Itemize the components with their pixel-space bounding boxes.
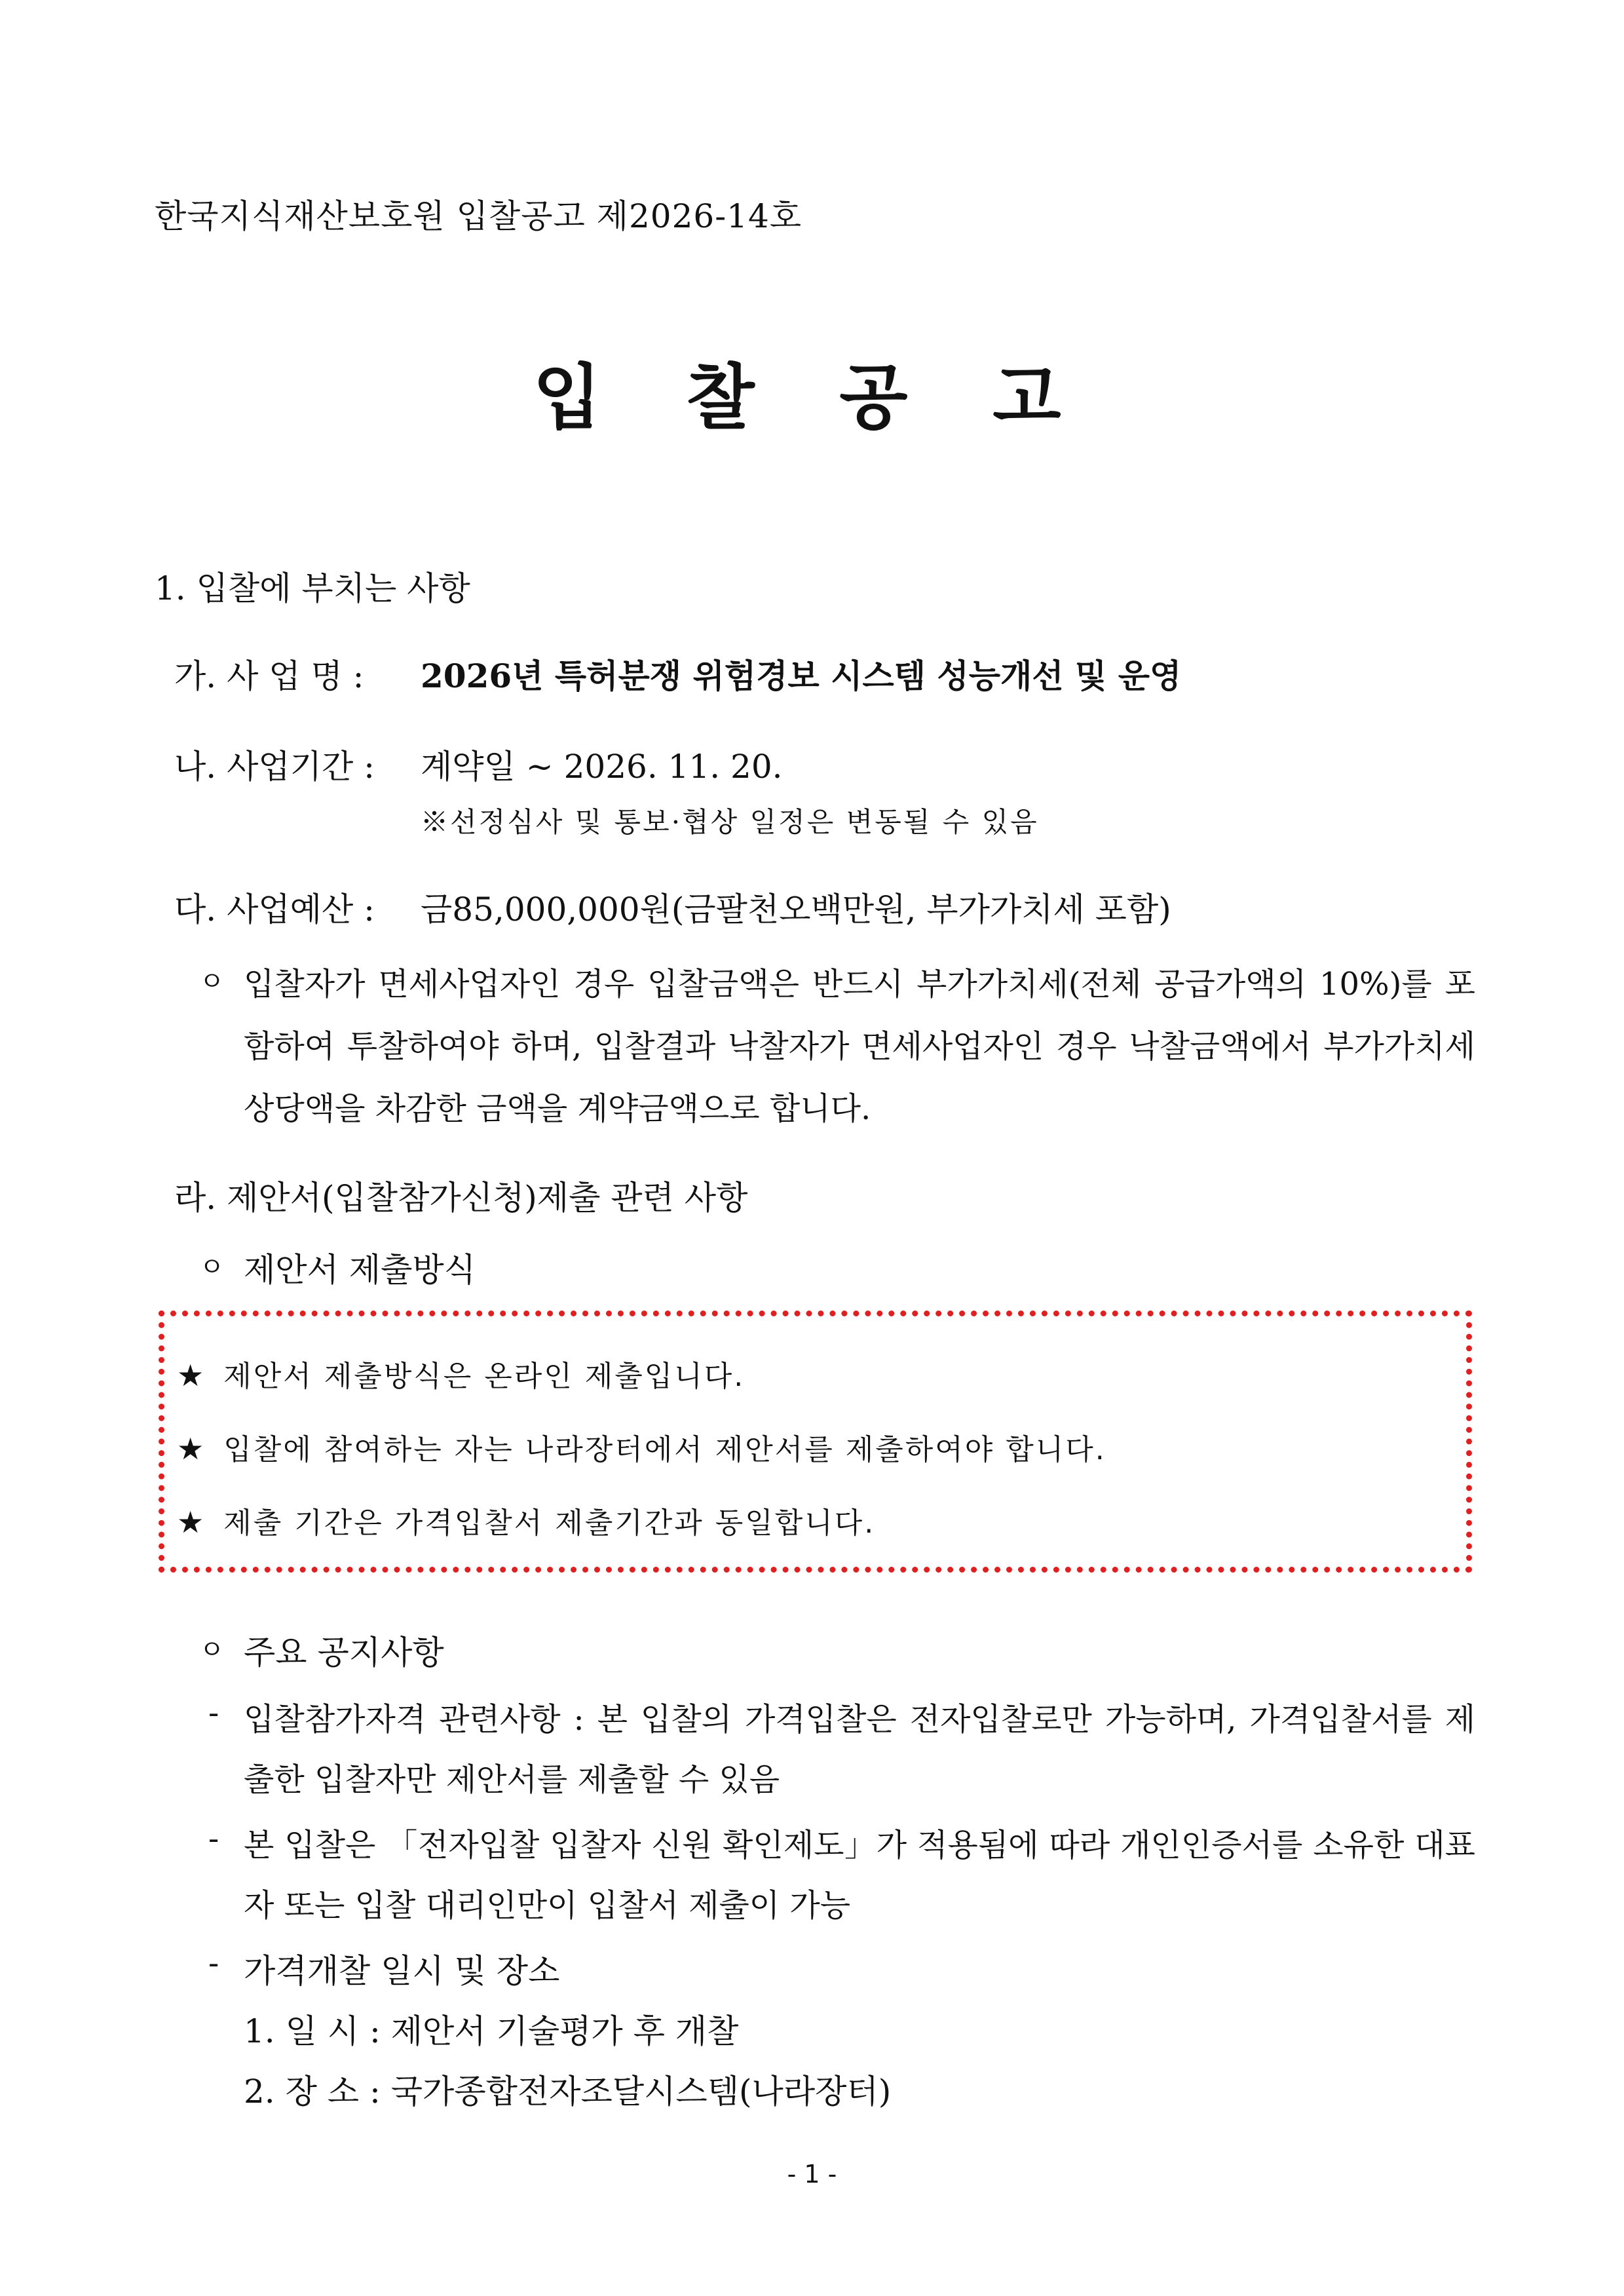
box-line: ★ 제안서 제출방식은 온라인 제출입니다.	[177, 1358, 746, 1393]
submission-method-label: 제안서 제출방식	[244, 1251, 476, 1289]
budget-label: 다. 사업예산 :	[174, 890, 375, 928]
bullet-mark: ㅇ	[199, 1252, 225, 1282]
key-notice-label: 주요 공지사항	[244, 1634, 444, 1672]
budget-value: 금85,000,000원(금팔천오백만원, 부가가치세 포함)	[421, 890, 1171, 928]
notice-number: 한국지식재산보호원 입찰공고 제2026-14호	[155, 197, 803, 235]
dash-mark: -	[208, 1694, 219, 1731]
bullet-mark: ㅇ	[199, 1635, 225, 1665]
proposal-section-heading: 라. 제안서(입찰참가신청)제출 관련 사항	[174, 1179, 748, 1217]
box-line: ★ 제출 기간은 가격입찰서 제출기간과 동일합니다.	[177, 1504, 876, 1540]
project-name-value: 2026년 특허분쟁 위험경보 시스템 성능개선 및 운영	[421, 657, 1182, 695]
box-line: ★ 입찰에 참여하는 자는 나라장터에서 제안서를 제출하여야 합니다.	[177, 1431, 1106, 1466]
dash-item: 본 입찰은 「전자입찰 입찰자 신원 확인제도」가 적용됨에 따라 개인인증서를 소유한 대표자 또는 입찰 대리인만이 입찰서 제출이 가능	[244, 1827, 1475, 1924]
star-icon: ★	[177, 1504, 204, 1540]
opening-place: 2. 장 소 : 국가종합전자조달시스템(나라장터)	[244, 2073, 892, 2111]
section-heading: 1. 입찰에 부치는 사항	[155, 569, 470, 607]
dash-item: 입찰참가자격 관련사항 : 본 입찰의 가격입찰은 전자입찰로만 가능하며, 가격입찰서를 제출한 입찰자만 제안서를 제출할 수 있음	[244, 1701, 1475, 1798]
dash-item: 가격개찰 일시 및 장소	[244, 1952, 560, 1990]
project-name-label: 가. 사 업 명 :	[174, 657, 364, 695]
page-number: - 1 -	[787, 2160, 837, 2189]
document-title: 입 찰 공 고	[533, 357, 1091, 439]
tax-exempt-paragraph: 입찰자가 면세사업자인 경우 입찰금액은 반드시 부가가치세(전체 공급가액의 10%)를 포함하여 투찰하여야 하며, 입찰결과 낙찰자가 면세사업자인 경우 낙찰금액에서 부가가치세 상당액을 차감한 금액을 계약금액으로 합니다.	[244, 966, 1475, 1127]
project-period-label: 나. 사업기간 :	[174, 748, 375, 786]
bullet-mark: ㅇ	[199, 966, 225, 997]
dash-mark: -	[208, 1820, 219, 1857]
schedule-note: ※선정심사 및 통보·협상 일정은 변동될 수 있음	[421, 806, 1039, 838]
star-icon: ★	[177, 1358, 204, 1393]
opening-time: 1. 일 시 : 제안서 기술평가 후 개찰	[244, 2012, 739, 2050]
project-period-value: 계약일 ~ 2026. 11. 20.	[421, 748, 783, 786]
dash-mark: -	[208, 1945, 219, 1981]
star-icon: ★	[177, 1431, 204, 1466]
